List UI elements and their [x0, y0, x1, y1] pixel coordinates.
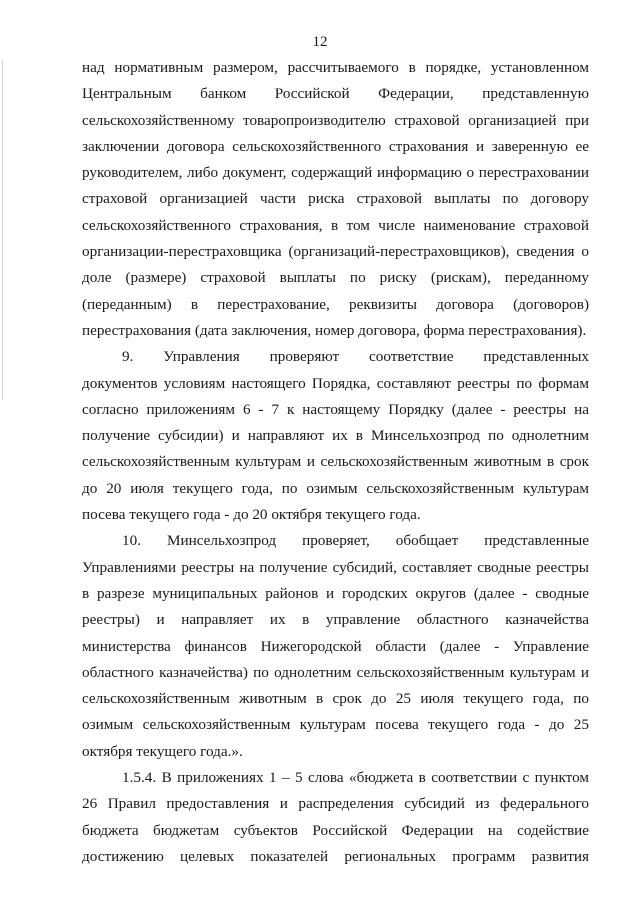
text-line: озимым сельскохозяйственным культурам посева текущего года - до 25	[82, 716, 589, 734]
page-number: 12	[312, 34, 328, 50]
text-line: 10. Минсельхозпрод проверяет, обобщает представленные	[122, 532, 589, 550]
text-line: получение субсидии) и направляют их в Минсельхозпрод по однолетним	[82, 427, 589, 445]
text-line: 1.5.4. В приложениях 1 – 5 слова «бюджета в соответствии с пунктом	[122, 769, 589, 787]
text-line: октября текущего года.».	[82, 742, 243, 760]
text-line: до 20 июля текущего года, по озимым сельскохозяйственным культурам	[82, 479, 589, 497]
text-line: 26 Правил предоставления и распределения субсидий из федерального	[82, 795, 589, 813]
text-line: реестры) и направляет их в управление областного казначейства	[82, 611, 589, 629]
text-line: документов условиям настоящего Порядка, составляют реестры по формам	[82, 374, 589, 392]
text-line: над нормативным размером, рассчитываемого в порядке, установленном	[82, 59, 589, 76]
text-line: министерства финансов Нижегородской области (далее - Управление	[82, 637, 589, 655]
text-line: Центральным банком Российской Федерации, представленную	[82, 85, 589, 103]
text-line: руководителем, либо документ, содержащий информацию о перестраховании	[82, 164, 589, 182]
text-line: посева текущего года - до 20 октября текущего года.	[82, 506, 421, 524]
text-line: страховой организацией части риска страховой выплаты по договору	[82, 190, 589, 208]
text-line: Управлениями реестры на получение субсидий, составляет сводные реестры	[82, 558, 589, 576]
text-line: сельскохозяйственного страхования, в том числе наименование страховой	[82, 216, 589, 234]
text-line: организации-перестраховщика (организаций-перестраховщиков), сведения о	[82, 243, 589, 261]
text-line: сельскохозяйственным животным в срок до 25 июля текущего года, по	[82, 690, 589, 708]
text-line: (переданным) в перестрахование, реквизиты договора (договоров)	[82, 295, 589, 313]
text-line: сельскохозяйственным культурам и сельскохозяйственным животным в срок	[82, 453, 589, 471]
text-line: 9. Управления проверяют соответствие представленных	[122, 348, 589, 366]
text-line: областного казначейства) по однолетним сельскохозяйственным культурам и	[82, 663, 589, 681]
body-text	[82, 55, 589, 870]
text-line: перестрахования (дата заключения, номер договора, форма перестрахования).	[82, 321, 587, 339]
text-line: заключении договора сельскохозяйственного страхования и заверенную ее	[82, 137, 589, 155]
text-line: сельскохозяйственному товаропроизводителю страховой организацией при	[82, 111, 589, 129]
text-line: бюджета бюджетам субъектов Российской Федерации на содействие	[82, 821, 589, 839]
text-line: в разрезе муниципальных районов и городских округов (далее - сводные	[82, 584, 589, 602]
text-line: согласно приложениям 6 - 7 к настоящему Порядку (далее - реестры на	[82, 400, 589, 418]
text-line: достижению целевых показателей региональных программ развития	[82, 847, 589, 865]
scan-edge-mark	[2, 60, 3, 400]
text-line: доле (размере) страховой выплаты по риску (рискам), переданному	[82, 269, 589, 287]
